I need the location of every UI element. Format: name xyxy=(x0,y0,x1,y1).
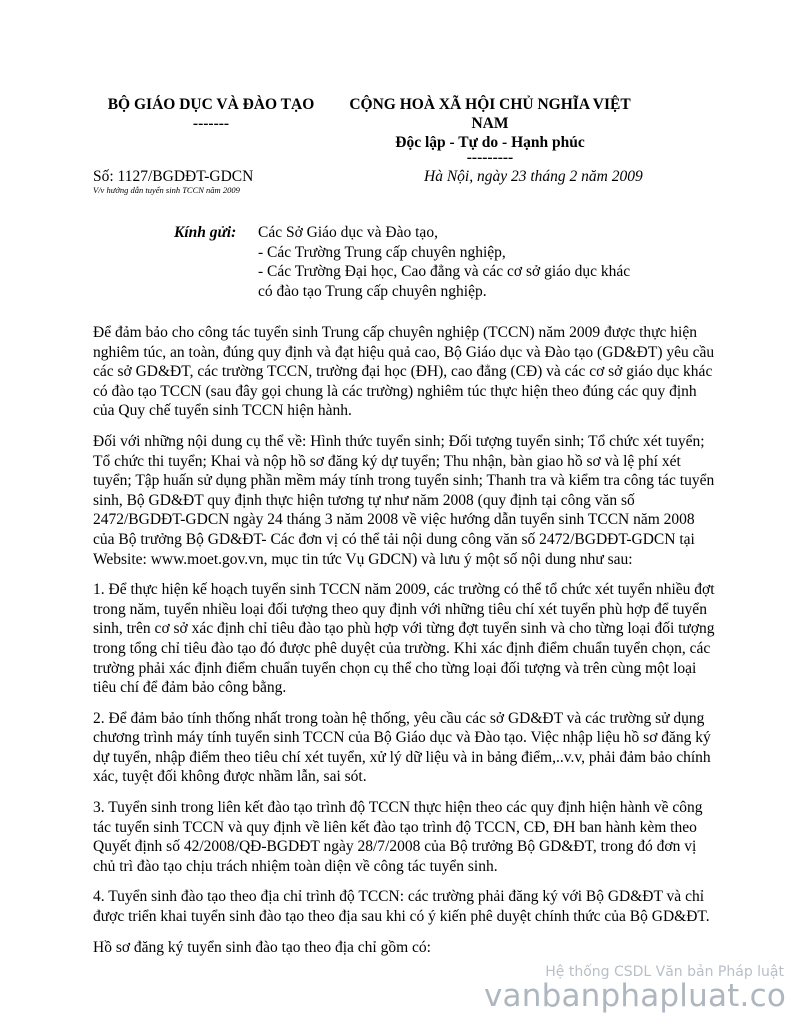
recipient-line: có đào tạo Trung cấp chuyên nghiệp. xyxy=(258,282,487,300)
recipient-line: Các Sở Giáo dục và Đào tạo, xyxy=(258,224,438,241)
body-paragraph: Để đảm bảo cho công tác tuyển sinh Trung cấp chuyên nghiệp (TCCN) năm 2009 được thực hiện nghiêm túc, an toàn, đúng quy định và đạt hiệu quả cao, Bộ Giáo dục và Đào tạo (GD&ĐT) yêu cầu các sở GD&ĐT, các trường TCCN, trường đại học (ĐH), cao đẳng (CĐ) và các cơ sở giáo dục khác có đào tạo TCCN (sau đây gọi chung là các trường) nghiêm túc thực hiện theo đúng các quy định của Quy chế tuyển sinh TCCN hiện hành. xyxy=(93,324,715,420)
republic-header xyxy=(340,95,640,164)
body-paragraph: 4. Tuyển sinh đào tạo theo địa chỉ trình độ TCCN: các trường phải đăng ký với Bộ GD&ĐT và chỉ được triển khai tuyển sinh đào tạo theo địa sau khi có ý kiến phê duyệt chính thức của Bộ GD&ĐT. xyxy=(93,888,710,926)
body-paragraph: 3. Tuyển sinh trong liên kết đào tạo trình độ TCCN thực hiện theo các quy định hiện hành về công tác tuyển sinh TCCN và quy định về liên kết đào tạo trình độ TCCN, CĐ, ĐH ban hành kèm theo Quyết định số 42/2008/QĐ-BGDĐT ngày 28/7/2008 của Bộ trưởng Bộ GD&ĐT, trong đó đơn vị chủ trì đào tạo chịu trách nhiệm toàn diện về công tác tuyển sinh. xyxy=(93,799,703,875)
document-body xyxy=(93,323,715,968)
body-paragraph: 1. Để thực hiện kế hoạch tuyển sinh TCCN năm 2009, các trường có thể tổ chức xét tuyển nhiều đợt trong năm, tuyển nhiều loại đối tượng theo quy định với những tiêu chí xét tuyển phù hợp để tuyển sinh, trên cơ sở xác định chỉ tiêu đào tạo phù hợp với từng đợt tuyển sinh và cho từng loại đối tượng trong tổng chỉ tiêu đào tạo đó được phê duyệt của trường. Khi xác định điểm chuẩn tuyển chọn, các trường phải xác định điểm chuẩn tuyển chọn cụ thể cho từng loại đối tượng và trên cùng một loại tiêu chí để đảm bảo công bằng. xyxy=(93,581,715,697)
national-motto: Độc lập - Tự do - Hạnh phúc xyxy=(395,134,585,151)
republic-name-line2: NAM xyxy=(471,115,509,132)
ministry-divider: ------- xyxy=(192,115,230,132)
republic-name-line1: CỘNG HOÀ XÃ HỘI CHỦ NGHĨA VIỆT xyxy=(349,96,631,113)
recipient-line: - Các Trường Trung cấp chuyên nghiệp, xyxy=(258,243,506,261)
watermark-caption: Hệ thống CSDL Văn bản Pháp luật xyxy=(545,964,784,980)
document-number: Số: 1127/BGDĐT-GDCN xyxy=(93,168,254,185)
body-paragraph: Đối với những nội dung cụ thể về: Hình thức tuyển sinh; Đối tượng tuyển sinh; Tổ chức xét tuyển; Tổ chức thi tuyển; Khai và nộp hồ sơ đăng ký dự tuyển; Thu nhận, bàn giao hồ sơ và lệ phí xét tuyển; Tập huấn sử dụng phần mềm máy tính trong tuyển sinh; Thanh tra và kiểm tra công tác tuyển sinh, Bộ GD&ĐT quy định thực hiện tương tự như năm 2008 (quy định tại công văn số 2472/BGDĐT-GDCN ngày 24 tháng 3 năm 2008 về việc hướng dẫn tuyển sinh TCCN năm 2008 của Bộ trưởng Bộ GD&ĐT- Các đơn vị có thể tải nội dung công văn số 2472/BGDĐT-GDCN tại Website: www.moet.gov.vn, mục tin tức Vụ GDCN) và lưu ý một số nội dung như sau: xyxy=(93,432,715,568)
ministry-header xyxy=(100,95,322,133)
document-subject: V/v hướng dẫn tuyển sinh TCCN năm 2009 xyxy=(93,185,240,195)
recipient-line: - Các Trường Đại học, Cao đẳng và các cơ sở giáo dục khác xyxy=(258,263,631,280)
motto-divider: --------- xyxy=(466,149,514,166)
watermark-site-name: vanbanphapluat.co xyxy=(484,978,786,1014)
body-paragraph: Hồ sơ đăng ký tuyển sinh đào tạo theo địa chỉ gồm có: xyxy=(93,938,431,956)
recipients-list xyxy=(258,223,658,301)
place-and-date: Hà Nội, ngày 23 tháng 2 năm 2009 xyxy=(424,168,643,185)
ministry-name: BỘ GIÁO DỤC VÀ ĐÀO TẠO xyxy=(107,96,315,113)
body-paragraph: 2. Để đảm bảo tính thống nhất trong toàn hệ thống, yêu cầu các sở GD&ĐT và các trường sử dụng chương trình máy tính tuyển sinh TCCN của Bộ Giáo dục và Đào tạo. Việc nhập liệu hồ sơ đăng ký dự tuyển, nhập điểm theo tiêu chí xét tuyển, xử lý dữ liệu và in bảng điểm,..v.v, phải đảm bảo chính xác, tuyệt đối không được nhầm lẫn, sai sót. xyxy=(93,709,711,786)
recipients-label: Kính gửi: xyxy=(174,224,237,241)
